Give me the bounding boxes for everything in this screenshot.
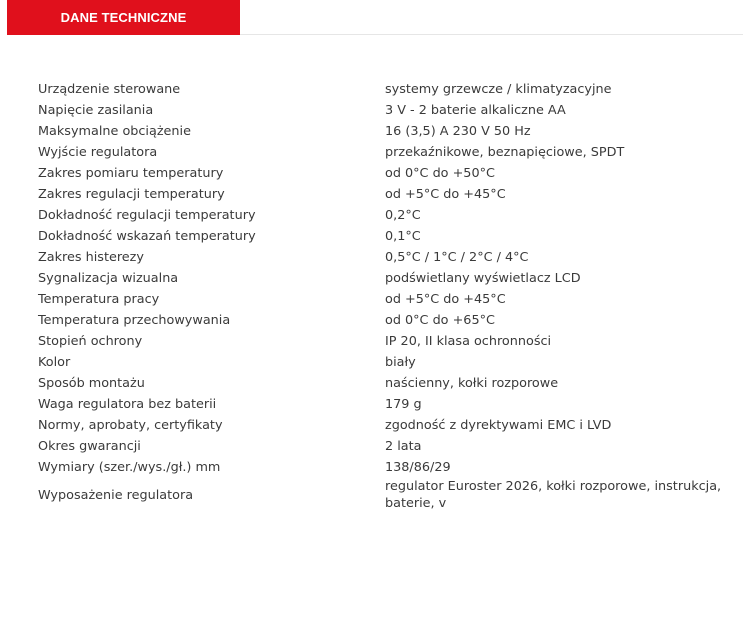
spec-row [38, 205, 738, 226]
spec-value: zgodność z dyrektywami EMC i LVD [385, 418, 612, 433]
spec-value: od +5°C do +45°C [385, 187, 506, 202]
section-title: DANE TECHNICZNE [60, 10, 187, 25]
spec-label: Normy, aprobaty, certyfikaty [38, 418, 223, 433]
spec-row [38, 478, 738, 516]
spec-value: 0,1°C [385, 229, 421, 244]
spec-label: Zakres pomiaru temperatury [38, 166, 224, 181]
spec-value: IP 20, II klasa ochronności [385, 334, 552, 349]
spec-label: Wyjście regulatora [38, 145, 158, 160]
spec-row [38, 121, 738, 142]
spec-row [38, 100, 738, 121]
header-divider [240, 34, 743, 35]
spec-row [38, 352, 738, 373]
spec-label: Okres gwarancji [38, 439, 141, 454]
spec-value: od +5°C do +45°C [385, 292, 506, 307]
spec-label: Urządzenie sterowane [38, 82, 181, 97]
spec-row [38, 310, 738, 331]
spec-label: Waga regulatora bez baterii [38, 397, 217, 412]
spec-value: przekaźnikowe, beznapięciowe, SPDT [385, 145, 625, 160]
spec-row [38, 79, 738, 100]
spec-value: regulator Euroster 2026, kołki rozporowe, instrukcja, baterie, ​v [385, 479, 722, 511]
spec-row [38, 163, 738, 184]
spec-label: Wyposażenie regulatora [38, 488, 194, 503]
spec-row [38, 457, 738, 478]
spec-label: Temperatura przechowywania [38, 313, 231, 328]
spec-row [38, 247, 738, 268]
spec-label: Napięcie zasilania [38, 103, 154, 118]
spec-label: Dokładność regulacji temperatury [38, 208, 256, 223]
spec-label: Wymiary (szer./wys./gł.) mm [38, 460, 221, 475]
spec-label: Kolor [38, 355, 71, 370]
spec-value: 0,5°C / 1°C / 2°C / 4°C [385, 250, 529, 265]
spec-value: 179 g [385, 397, 422, 412]
spec-label: Zakres histerezy [38, 250, 144, 265]
spec-table [38, 79, 738, 516]
spec-value: od 0°C do +65°C [385, 313, 495, 328]
spec-row [38, 415, 738, 436]
spec-value: 2 lata [385, 439, 422, 454]
section-header [7, 0, 240, 35]
spec-row [38, 331, 738, 352]
spec-label: Zakres regulacji temperatury [38, 187, 225, 202]
spec-label: Stopień ochrony [38, 334, 143, 349]
spec-row [38, 394, 738, 415]
spec-row [38, 142, 738, 163]
spec-row [38, 436, 738, 457]
spec-value: podświetlany wyświetlacz LCD [385, 271, 581, 286]
spec-value: 138/86/29 [385, 460, 451, 475]
spec-row [38, 184, 738, 205]
spec-row [38, 226, 738, 247]
spec-value: 3 V - 2 baterie alkaliczne AA [385, 103, 566, 118]
spec-value: biały [385, 355, 416, 370]
spec-value: systemy grzewcze / klimatyzacyjne [385, 82, 612, 97]
spec-value: 0,2°C [385, 208, 421, 223]
spec-value: 16 (3,5) A 230 V 50 Hz [385, 124, 531, 139]
spec-row [38, 268, 738, 289]
spec-label: Dokładność wskazań temperatury [38, 229, 256, 244]
spec-value: naścienny, kołki rozporowe [385, 376, 559, 391]
spec-row [38, 289, 738, 310]
spec-label: Sygnalizacja wizualna [38, 271, 179, 286]
spec-value: od 0°C do +50°C [385, 166, 495, 181]
spec-label: Sposób montażu [38, 376, 145, 391]
spec-label: Temperatura pracy [38, 292, 160, 307]
spec-label: Maksymalne obciążenie [38, 124, 191, 139]
spec-row [38, 373, 738, 394]
